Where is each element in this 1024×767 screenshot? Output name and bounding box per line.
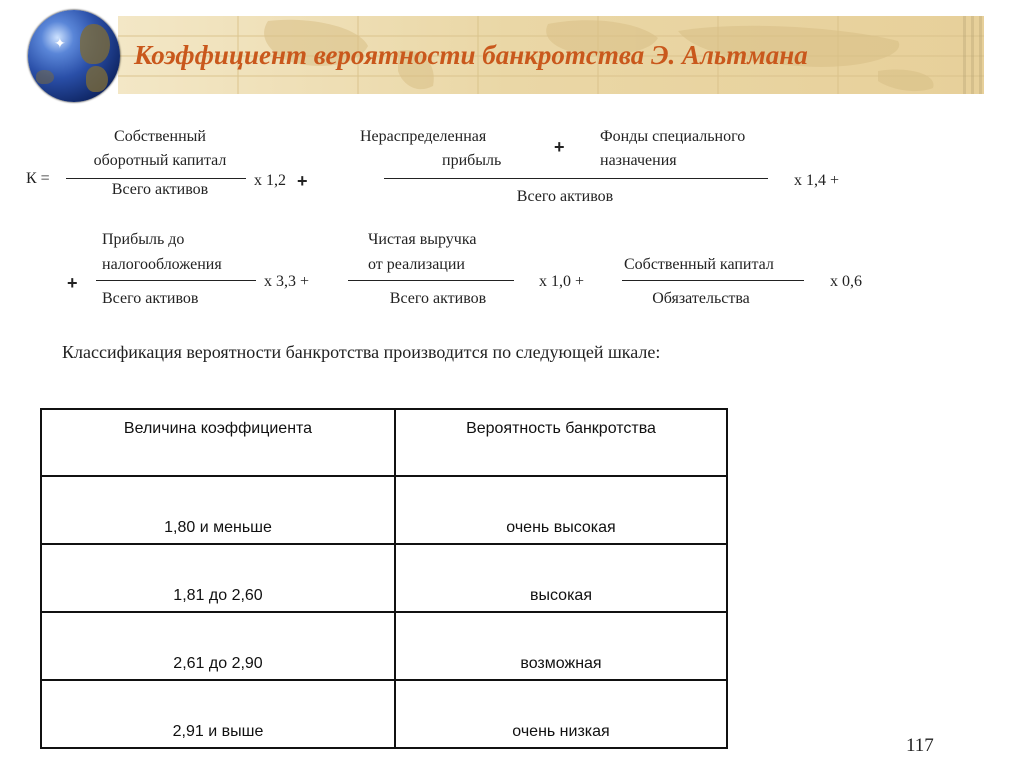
t4-denominator: Всего активов [389,290,487,307]
probability-cell: очень низкая [395,680,727,748]
t5-fraction-bar [622,280,804,281]
classification-note: Классификация вероятности банкротства производится по следующей шкале: [62,342,661,362]
t4-multiplier: х 1,0 + [539,273,585,290]
k-label: К = [26,170,50,187]
classification-table [40,408,728,749]
globe-icon: ✦ [28,10,120,102]
t1-numerator-line2: оборотный капитал [93,152,227,169]
coefficient-cell: 2,91 и выше [41,680,395,748]
probability-cell: высокая [395,544,727,612]
table-row [41,680,727,748]
t2-numerator-a-line1: Нераспределенная [360,128,487,145]
t3-denominator: Всего активов [102,290,199,307]
t1-numerator-line1: Собственный [114,128,206,145]
t3-numerator-line1: Прибыль до [102,231,185,248]
t3-numerator-line2: налогообложения [102,256,222,273]
t1-fraction-bar [66,178,246,179]
table-header-row [41,409,727,476]
t4-numerator-line2: от реализации [368,256,465,273]
probability-cell: очень высокая [395,476,727,544]
t1-multiplier: х 1,2 [254,172,286,189]
header-coefficient: Величина коэффициента [41,409,395,476]
t2-numerator-b-line1: Фонды специального [600,128,746,145]
page-number: 117 [906,735,934,756]
header-probability: Вероятность банкротства [395,409,727,476]
plus-sign: + [554,137,565,157]
t2-denominator: Всего активов [516,188,614,205]
t5-numerator: Собственный капитал [624,256,774,273]
plus-sign: + [297,171,308,191]
t2-fraction-bar [384,178,768,179]
plus-sign: + [67,273,78,293]
coefficient-cell: 1,81 до 2,60 [41,544,395,612]
t2-numerator-b-line2: назначения [600,152,677,169]
t4-numerator-line1: Чистая выручка [368,231,477,248]
t3-fraction-bar [96,280,256,281]
t5-denominator: Обязательства [652,290,750,307]
coefficient-cell: 2,61 до 2,90 [41,612,395,680]
table-row [41,476,727,544]
t2-multiplier: х 1,4 + [794,172,840,189]
coefficient-cell: 1,80 и меньше [41,476,395,544]
t5-multiplier: х 0,6 [830,273,862,290]
t1-denominator: Всего активов [111,181,209,198]
table-row [41,612,727,680]
t3-multiplier: х 3,3 + [264,273,310,290]
page-title: Коэффициент вероятности банкротства Э. Альтмана [134,40,808,70]
t4-fraction-bar [348,280,514,281]
probability-cell: возможная [395,612,727,680]
t2-numerator-a-line2: прибыль [442,152,502,169]
table-row [41,544,727,612]
